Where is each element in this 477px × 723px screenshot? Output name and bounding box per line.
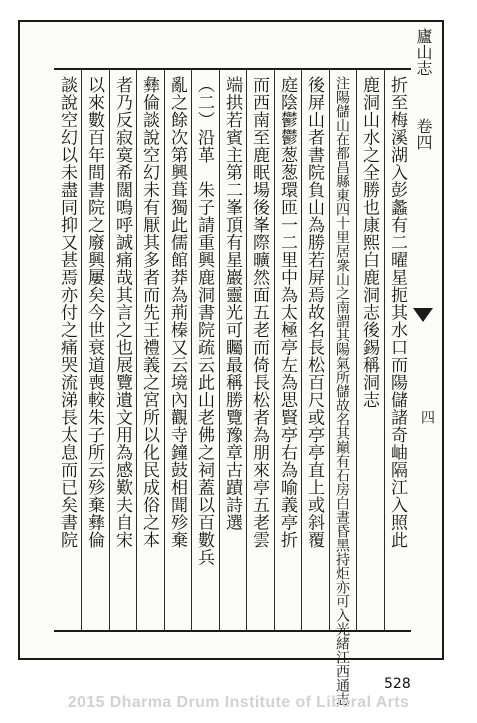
text-column-12: 以來數百年間書院之廢興屢矣今世衰道喪較朱子所云殄棄彝倫 [84,76,104,549]
text-column-13: 談說空幻以未盡同抑又甚焉亦付之痛哭流涕長太息而已矣書院 [57,76,77,549]
margin-title: 廬山志 [414,28,433,76]
text-column-2: 鹿洞山水之全勝也康熙白鹿洞志後錫稱洞志 [359,76,379,409]
column-rule [301,70,302,630]
text-column-5: 庭陰鬱鬱葱葱環匝一二里中為太極亭左為思賢亭右為喻義亭折 [277,76,297,549]
column-rule [219,70,220,630]
margin-header [411,28,437,648]
text-column-1: 折至梅溪湖入彭蠡有二曜星扼其水口而陽儲諸奇岫隔江入照此 [387,76,407,549]
page-number: 528 [384,676,411,692]
text-column-4: 後屏山者書院負山為勝若屏焉故名長松百尺或亭亭直上或斜覆 [304,76,324,549]
text-column-6: 而西南至鹿眠場後峯際曠然面五老而倚長松者為朋來亭五老雲 [249,76,269,549]
watermark: 2015 Dharma Drum Institute of Liberal Arts [67,694,410,711]
column-rule [109,70,110,630]
text-column-9: 亂之餘次第興葺獨此儒館莽為荊榛又云境內觀寺鐘鼓相聞殄棄 [167,76,187,549]
column-rule [164,70,165,630]
margin-page-char: 四 [419,410,435,424]
margin-volume: 卷四 [414,118,433,150]
column-rule [329,70,330,630]
column-rule [384,70,385,630]
text-column-3: 注陽儲山在都昌縣東四十里居衆山之南謂其陽氣所儲故名其巔有石房白晝昏黑持炬亦可入光緒江西通志 [334,76,350,706]
column-rule [274,70,275,630]
column-rule [81,70,82,630]
text-column-7: 端拱若賓主第二峯頂有星巖靈光可矚最稱勝覽豫章古蹟詩選 [222,76,242,531]
column-rule [136,70,137,630]
fishtail-mark-icon [413,308,433,322]
text-column-8: （二）沿革 朱子請重興鹿洞書院疏云此山老佛之祠蓋以百數兵 [194,76,214,566]
text-column-10: 彝倫談說空幻未有厭其多者而先王禮義之宮所以化民成俗之本 [139,76,159,549]
column-rule [246,70,247,630]
text-column-11: 者乃反寂寞希闊鳴呼誠痛哉其言之也展覽遺文用為感歎夫自宋 [112,76,132,549]
column-rule [356,70,357,630]
column-rule [191,70,192,630]
